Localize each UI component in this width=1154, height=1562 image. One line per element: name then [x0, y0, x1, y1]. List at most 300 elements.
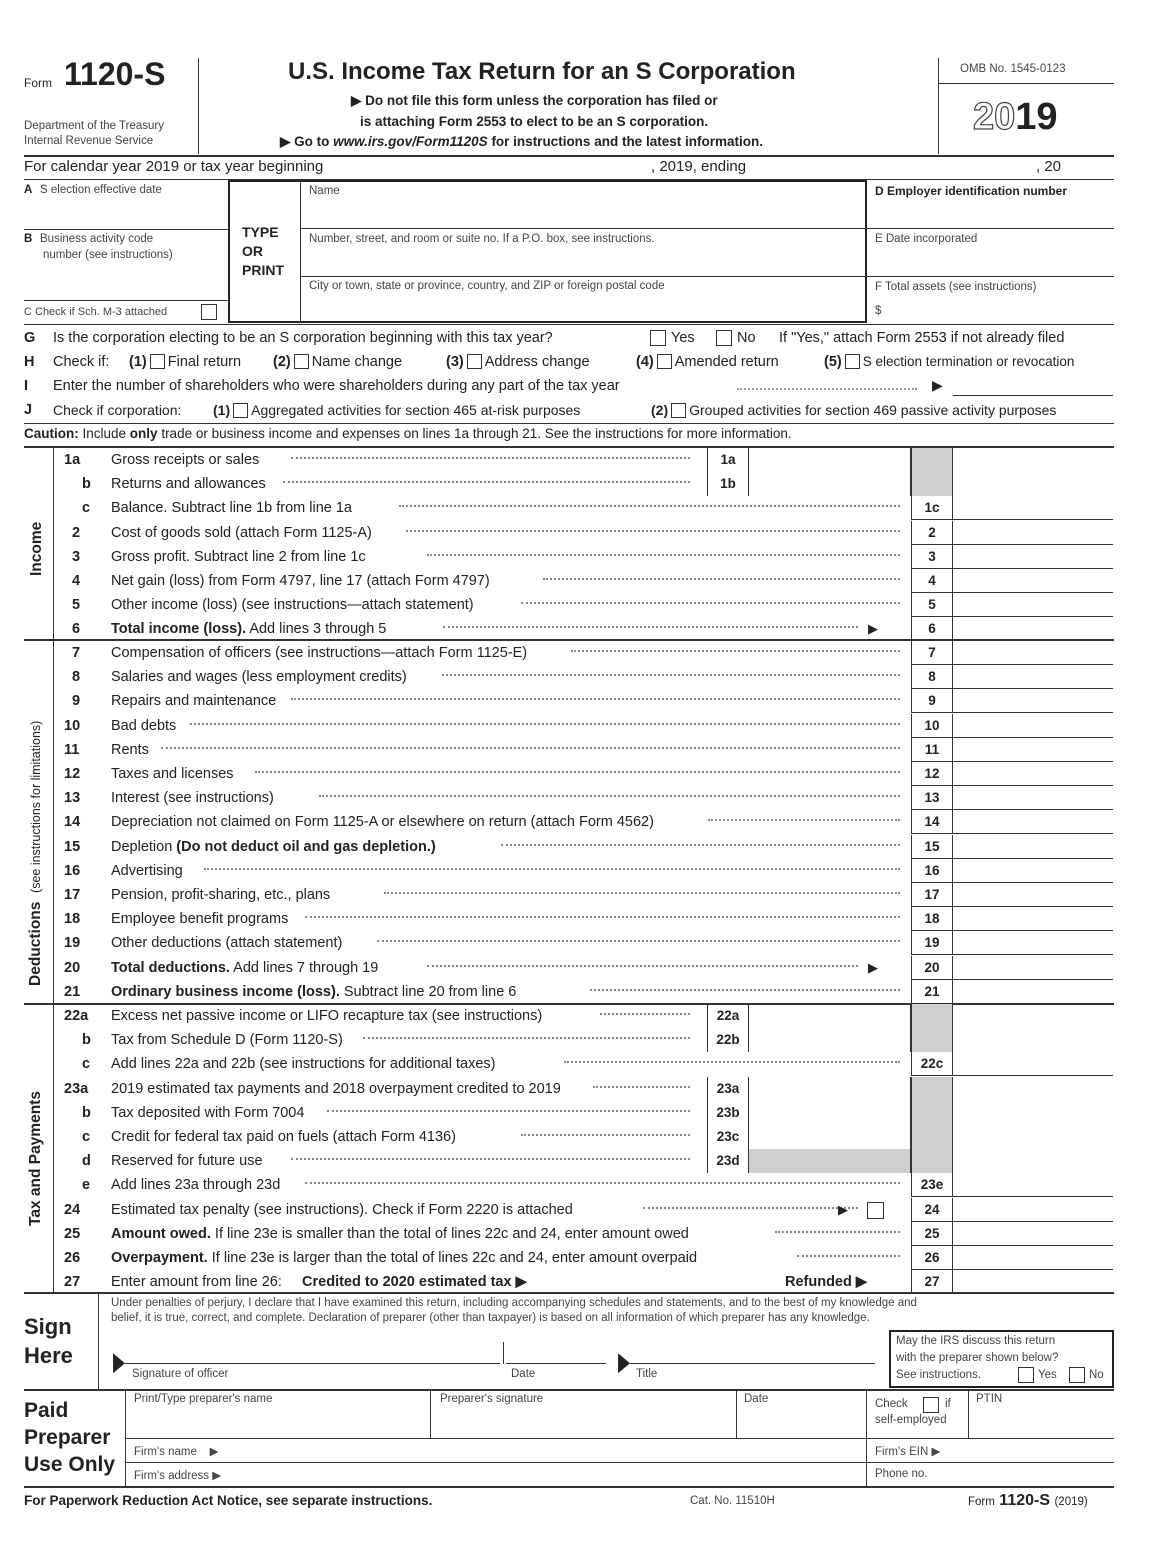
- line-amount-field[interactable]: [953, 762, 1113, 786]
- preparer-top-rule: [24, 1389, 1114, 1391]
- line-number: b: [82, 1032, 91, 1049]
- name-change-checkbox[interactable]: [294, 354, 309, 369]
- prep-div-2: [736, 1390, 737, 1438]
- line-number: 27: [64, 1274, 81, 1291]
- dot-leader: [161, 747, 900, 749]
- line-amount-field[interactable]: [953, 1173, 1113, 1197]
- g-yes-label: Yes: [671, 330, 695, 346]
- ein-field[interactable]: [875, 200, 1110, 226]
- form-line: [0, 956, 1154, 980]
- line-bold-text: Total deductions.: [111, 959, 230, 976]
- business-code-field[interactable]: [24, 266, 224, 296]
- form-word: Form: [24, 76, 52, 90]
- inner-line-box: 22a: [707, 1004, 749, 1028]
- line-amount-field[interactable]: [953, 1270, 1113, 1294]
- form-line: [0, 738, 1154, 762]
- inner-amount-field[interactable]: [749, 1077, 911, 1101]
- inner-amount-field[interactable]: [749, 472, 911, 496]
- city-label: City or town, state or province, country, and ZIP or foreign postal code: [309, 280, 665, 292]
- firm-ein-field[interactable]: [965, 1440, 1112, 1460]
- line-number: 12: [64, 766, 81, 782]
- line-box: 25: [911, 1222, 953, 1246]
- shareholder-count-field[interactable]: [953, 376, 1113, 396]
- officer-date-field[interactable]: [506, 1340, 606, 1364]
- line-text: If line 23e is larger than the total of lines 22c and 24, enter amount overpaid: [207, 1250, 698, 1266]
- line-description: [111, 645, 527, 661]
- ein-label: D Employer identification number: [875, 184, 1068, 198]
- total-assets-field[interactable]: [888, 300, 1110, 322]
- form-2220-checkbox[interactable]: [867, 1202, 884, 1219]
- catalog-number: Cat. No. 11510H: [690, 1495, 775, 1507]
- line-box: 23e: [911, 1173, 953, 1197]
- type-word: TYPE: [242, 224, 279, 240]
- dot-leader: [291, 698, 900, 700]
- h4-item: [636, 354, 779, 370]
- line-amount-field[interactable]: [953, 1222, 1113, 1246]
- line-description: [111, 1274, 527, 1290]
- line-number: c: [82, 1056, 91, 1073]
- line-box: 17: [911, 883, 953, 907]
- caution-bold: Caution:: [24, 426, 79, 441]
- form-line: [0, 1246, 1154, 1270]
- officer-signature-field[interactable]: [125, 1340, 500, 1364]
- h1-num: (1): [129, 354, 147, 370]
- omb-rule: [938, 83, 1114, 84]
- line-amount-field[interactable]: [953, 786, 1113, 810]
- calendar-end-year: , 20: [1036, 158, 1062, 175]
- footer-rule: [24, 1486, 1114, 1488]
- line-number: 15: [64, 838, 81, 855]
- address-change-label: Address change: [484, 354, 590, 370]
- dot-leader: [327, 1110, 690, 1112]
- line-text: Credit for federal tax paid on fuels (attach Form 4136): [111, 1129, 456, 1145]
- line-amount-field[interactable]: [953, 593, 1113, 617]
- form-line: [0, 931, 1154, 955]
- grouped-activities-checkbox[interactable]: [671, 403, 686, 418]
- ptin-label: PTIN: [976, 1393, 1003, 1405]
- g-yes-checkbox[interactable]: [650, 330, 666, 346]
- tax-year: [973, 96, 1058, 139]
- line-description: [111, 525, 372, 541]
- line-number: 25: [64, 1225, 81, 1242]
- inner-amount-field[interactable]: [749, 1125, 911, 1149]
- h4-num: (4): [636, 354, 654, 370]
- line-i-leader: [737, 388, 917, 390]
- line-text: Advertising: [111, 862, 183, 879]
- line-box: 7: [911, 641, 953, 665]
- line-j-letter: J: [24, 402, 33, 418]
- inner-line-box: 1b: [707, 472, 749, 496]
- dot-leader: [406, 530, 900, 532]
- line-arrow: ▶: [838, 1201, 848, 1217]
- inner-amount-field[interactable]: [749, 1149, 911, 1173]
- h5-item: [824, 354, 1074, 370]
- line-description: [111, 1056, 495, 1072]
- irs-line: Internal Revenue Service: [24, 135, 154, 147]
- shaded-line-box: [911, 448, 953, 472]
- final-return-label: Final return: [167, 354, 242, 370]
- dot-leader: [305, 916, 900, 918]
- form-line: [0, 1028, 1154, 1052]
- dot-leader: [564, 1061, 900, 1063]
- dot-leader: [571, 650, 900, 652]
- perjury-statement-2: belief, it is true, correct, and complete. Declaration of preparer (other than taxpayer) is based on all information of which preparer has any knowledge.: [111, 1312, 870, 1324]
- line-amount-field[interactable]: [953, 714, 1113, 738]
- line-bold-text: Total income (loss).: [111, 621, 247, 638]
- line-description: [111, 718, 176, 734]
- form-line: [0, 762, 1154, 786]
- g-no-checkbox[interactable]: [716, 330, 732, 346]
- line-h-letter: H: [24, 354, 35, 370]
- m3-label: C Check if Sch. M-3 attached: [24, 306, 168, 318]
- line-number: b: [82, 1104, 91, 1121]
- line-amount-field[interactable]: [953, 907, 1113, 931]
- line-amount-field[interactable]: [953, 545, 1113, 569]
- shaded-line-box: [911, 1125, 953, 1149]
- discuss-no-checkbox[interactable]: [1069, 1367, 1085, 1383]
- dot-leader: [305, 1182, 900, 1184]
- discuss-line-1: May the IRS discuss this return: [896, 1335, 1056, 1347]
- discuss-yes-checkbox[interactable]: [1018, 1367, 1034, 1383]
- dot-leader: [797, 1255, 900, 1257]
- preparer-signature-field[interactable]: [436, 1409, 732, 1437]
- line-amount-field[interactable]: [953, 810, 1113, 834]
- line-box: 4: [911, 569, 953, 593]
- sign-title-label: Title: [636, 1368, 658, 1380]
- inner-line-box: 1a: [707, 448, 749, 472]
- s-election-date-label: S election effective date: [40, 184, 162, 196]
- line-amount-field[interactable]: [953, 883, 1113, 907]
- aggregated-activities-label: Aggregated activities for section 465 at-risk purposes: [251, 402, 581, 418]
- form-line: [0, 641, 1154, 665]
- line-text: Gross profit. Subtract line 2 from line 1c: [111, 548, 366, 565]
- header-bottom-rule: [24, 155, 1114, 157]
- line-text: Interest (see instructions): [111, 790, 274, 807]
- line-description: [111, 766, 234, 782]
- line-arrow: ▶: [868, 959, 878, 975]
- name-change-label: Name change: [311, 354, 403, 370]
- line-h-text: Check if:: [53, 354, 110, 370]
- header-divider-right: [938, 58, 939, 154]
- street-rule: [300, 276, 867, 277]
- dot-leader: [590, 989, 900, 991]
- dot-leader: [501, 844, 900, 846]
- dot-leader: [708, 819, 900, 821]
- form-line: [0, 665, 1154, 689]
- header-note-1: ▶ Do not file this form unless the corporation has filed or: [351, 93, 718, 108]
- form-line: [0, 1198, 1154, 1222]
- paperwork-notice: For Paperwork Reduction Act Notice, see separate instructions.: [24, 1493, 433, 1508]
- line-box: 2: [911, 521, 953, 545]
- preparer-word: Preparer: [24, 1426, 111, 1449]
- line-description: [111, 669, 407, 685]
- year-bold: 19: [1015, 96, 1058, 138]
- line-amount-field[interactable]: [953, 521, 1113, 545]
- line-box: 6: [911, 617, 953, 641]
- line-description: [111, 549, 366, 565]
- street-label: Number, street, and room or suite no. If a P.O. box, see instructions.: [309, 233, 655, 245]
- line-box: 1c: [911, 496, 953, 520]
- footer-year: (2019): [1054, 1496, 1088, 1508]
- line-number: 13: [64, 790, 81, 807]
- dot-leader: [593, 1086, 690, 1088]
- dot-leader: [204, 868, 900, 870]
- line-amount-field[interactable]: [953, 956, 1113, 980]
- dot-leader: [291, 457, 690, 459]
- firm-ein-label: Firm's EIN ▶: [875, 1446, 941, 1458]
- line-g-text: Is the corporation electing to be an S corporation beginning with this tax year?: [53, 330, 553, 346]
- line-number: 26: [64, 1250, 81, 1266]
- sign-here-title: [24, 1312, 73, 1370]
- dot-leader: [521, 1134, 690, 1136]
- ptin-field[interactable]: [972, 1409, 1112, 1437]
- tax-section-label: Tax and Payments: [27, 1091, 44, 1226]
- shaded-line-box: [911, 1101, 953, 1125]
- signature-of-officer-label: Signature of officer: [132, 1368, 229, 1380]
- line-box: 9: [911, 689, 953, 713]
- street-field[interactable]: [305, 248, 860, 274]
- line-number: 7: [72, 645, 81, 661]
- line-description: [111, 1129, 456, 1145]
- id-block-bottom-rule: [24, 324, 1114, 325]
- line-description: [111, 1202, 573, 1218]
- inner-line-box: 23d: [707, 1149, 749, 1173]
- address-change-checkbox[interactable]: [467, 354, 482, 369]
- line-description: [111, 1250, 697, 1266]
- line-box: 8: [911, 665, 953, 689]
- line-number: 16: [64, 862, 81, 879]
- line-box: 3: [911, 545, 953, 569]
- line-amount-field[interactable]: [953, 665, 1113, 689]
- city-field[interactable]: [305, 296, 860, 320]
- line-amount-field[interactable]: [953, 496, 1113, 520]
- line-description: [111, 500, 352, 516]
- prep-row-rule-2: [125, 1462, 1114, 1463]
- line-amount-field[interactable]: [953, 859, 1113, 883]
- irs-link[interactable]: www.irs.gov/Form1120S: [333, 134, 488, 149]
- self-employed-check-label: Check: [875, 1398, 908, 1410]
- discuss-line-2: with the preparer shown below?: [896, 1352, 1059, 1364]
- credited-label: Credited to 2020 estimated tax ▶: [302, 1274, 527, 1291]
- self-employed-label: self-employed: [875, 1414, 947, 1426]
- line-text: Returns and allowances: [111, 476, 266, 493]
- line-number: 20: [64, 959, 81, 976]
- preparer-name-label: Print/Type preparer's name: [134, 1393, 273, 1405]
- line-amount-field[interactable]: [953, 1246, 1113, 1270]
- line-description: [111, 476, 266, 492]
- phone-label: Phone no.: [875, 1468, 928, 1480]
- b-rule: [24, 300, 228, 301]
- form-line: [0, 1125, 1154, 1149]
- j2-num: (2): [651, 402, 669, 418]
- dot-leader: [384, 892, 900, 894]
- line-text: Net gain (loss) from Form 4797, line 17 (attach Form 4797): [111, 573, 490, 589]
- line-number: c: [82, 500, 91, 517]
- line-amount-field[interactable]: [953, 689, 1113, 713]
- line-box: 26: [911, 1246, 953, 1270]
- inner-amount-field[interactable]: [749, 1101, 911, 1125]
- j1-item: [213, 402, 580, 418]
- m3-checkbox[interactable]: [201, 304, 217, 320]
- line-number: 4: [72, 573, 81, 589]
- inner-line-box: 23a: [707, 1077, 749, 1101]
- line-i-arrow: ▶: [932, 377, 943, 393]
- line-description: [111, 1081, 561, 1097]
- line-amount-field[interactable]: [953, 641, 1113, 665]
- line-number: 23a: [64, 1080, 89, 1097]
- here-word: Here: [24, 1343, 73, 1368]
- line-text: Pension, profit-sharing, etc., plans: [111, 887, 331, 903]
- inner-amount-field[interactable]: [749, 448, 911, 472]
- phone-field[interactable]: [935, 1464, 1112, 1484]
- inner-line-box: 23c: [707, 1125, 749, 1149]
- omb-number: OMB No. 1545-0123: [960, 63, 1066, 75]
- line-amount-field[interactable]: [953, 931, 1113, 955]
- line-number: e: [82, 1177, 91, 1194]
- line-amount-field[interactable]: [953, 1198, 1113, 1222]
- line-amount-field[interactable]: [953, 738, 1113, 762]
- form-line: [0, 1173, 1154, 1197]
- dot-leader: [255, 771, 900, 773]
- header-divider-left: [198, 58, 199, 154]
- firm-name-field[interactable]: [250, 1440, 862, 1460]
- firm-name-label: Firm's name ▶: [134, 1446, 219, 1458]
- aggregated-activities-checkbox[interactable]: [233, 403, 248, 418]
- line-text: 2019 estimated tax payments and 2018 overpayment credited to 2019: [111, 1080, 561, 1097]
- firm-address-label: Firm's address ▶: [134, 1470, 222, 1482]
- shaded-line-box: [911, 1004, 953, 1028]
- dot-leader: [442, 674, 900, 676]
- officer-title-field[interactable]: [630, 1340, 875, 1364]
- line-box: 12: [911, 762, 953, 786]
- discuss-no-label: No: [1089, 1369, 1104, 1381]
- dot-leader: [291, 1158, 690, 1160]
- dot-leader: [190, 723, 900, 725]
- election-termination-checkbox[interactable]: [845, 354, 860, 369]
- line-box: 19: [911, 931, 953, 955]
- calendar-year-label: For calendar year 2019 or tax year beginning: [24, 158, 324, 175]
- line-number: 6: [72, 621, 81, 638]
- form-line: [0, 810, 1154, 834]
- form-line: [0, 859, 1154, 883]
- shaded-line-box: [911, 1028, 953, 1052]
- line-number: b: [82, 476, 91, 493]
- s-election-date-field[interactable]: [24, 200, 224, 226]
- refunded-label: Refunded ▶: [785, 1274, 868, 1291]
- amended-return-label: Amended return: [674, 354, 779, 370]
- line-number: c: [82, 1129, 91, 1145]
- calendar-ending-label: , 2019, ending: [651, 158, 747, 175]
- firm-address-field[interactable]: [250, 1464, 862, 1484]
- self-employed-checkbox[interactable]: [923, 1397, 939, 1413]
- line-amount-field[interactable]: [953, 617, 1113, 641]
- footer-form-id: [968, 1492, 1088, 1510]
- preparer-name-field[interactable]: [130, 1409, 426, 1437]
- h3-num: (3): [446, 354, 464, 370]
- line-text: Other deductions (attach statement): [111, 935, 343, 952]
- inner-line-box: 22b: [707, 1028, 749, 1052]
- line-box: 15: [911, 835, 953, 859]
- type-or-print: [242, 223, 284, 280]
- line-i-letter: I: [24, 378, 29, 394]
- line-description: [111, 1153, 263, 1169]
- name-label: Name: [309, 185, 340, 197]
- deductions-note: (see instructions for limitations): [29, 720, 43, 893]
- line-text: Cost of goods sold (attach Form 1125-A): [111, 524, 372, 541]
- line-text: Add lines 22a and 22b (see instructions for additional taxes): [111, 1056, 496, 1073]
- line-box: 5: [911, 593, 953, 617]
- firm-name-text: Firm's name: [134, 1446, 197, 1458]
- signature-arrow: ▶: [113, 1346, 125, 1376]
- line-amount-field[interactable]: [953, 569, 1113, 593]
- line-number: 9: [72, 693, 81, 710]
- sig-date-divider: [503, 1342, 504, 1364]
- amended-return-checkbox[interactable]: [657, 354, 672, 369]
- form-line: [0, 569, 1154, 593]
- line-description: [111, 790, 274, 806]
- sign-top-rule: [24, 1292, 1114, 1294]
- line-amount-field[interactable]: [953, 980, 1113, 1004]
- date-incorporated-field[interactable]: [875, 248, 1110, 274]
- sign-divider: [98, 1293, 99, 1389]
- line-bold-text: Amount owed.: [111, 1225, 211, 1242]
- inner-amount-field[interactable]: [749, 1004, 911, 1028]
- line-box: 20: [911, 956, 953, 980]
- final-return-checkbox[interactable]: [150, 354, 165, 369]
- note-suffix: for instructions and the latest information.: [487, 134, 763, 149]
- business-code-label: Business activity code: [40, 233, 154, 245]
- line-arrow: ▶: [868, 621, 878, 637]
- dollar-sign: $: [875, 305, 882, 317]
- line-number: 24: [64, 1201, 81, 1218]
- name-field[interactable]: [305, 200, 860, 226]
- line-text: Taxes and licenses: [111, 766, 234, 782]
- line-description: [111, 693, 276, 709]
- line-box: 14: [911, 810, 953, 834]
- dot-leader: [427, 965, 858, 967]
- line-amount-field[interactable]: [953, 1052, 1113, 1076]
- line-text: Add lines 23a through 23d: [111, 1177, 281, 1194]
- use-only-word: Use Only: [24, 1453, 116, 1476]
- form-line: [0, 593, 1154, 617]
- preparer-date-field[interactable]: [740, 1409, 862, 1437]
- line-description: [111, 1008, 542, 1024]
- line-description: [111, 935, 342, 951]
- date-rule: [867, 276, 1114, 277]
- deductions-word: Deductions: [27, 901, 44, 986]
- line-b-letter: B: [24, 233, 33, 245]
- line-i-text: Enter the number of shareholders who were shareholders during any part of the tax year: [53, 378, 620, 394]
- caution-rule: [24, 423, 1114, 424]
- h3-item: [446, 354, 590, 370]
- footer-form-number: 1120-S: [999, 1492, 1051, 1509]
- shaded-line-box: [911, 1077, 953, 1101]
- line-description: [111, 742, 149, 758]
- line-box: 24: [911, 1198, 953, 1222]
- prep-row-rule-1: [125, 1438, 1114, 1439]
- line-description: [111, 887, 330, 903]
- line-description: [111, 839, 436, 855]
- form-line: [0, 980, 1154, 1004]
- inner-amount-field[interactable]: [749, 1028, 911, 1052]
- title-arrow: ▶: [618, 1346, 630, 1376]
- a-rule: [24, 229, 228, 230]
- line-description: [111, 1177, 280, 1193]
- form-line: [0, 883, 1154, 907]
- line-description: [111, 984, 516, 1000]
- line-number: 2: [72, 524, 81, 541]
- line-amount-field[interactable]: [953, 835, 1113, 859]
